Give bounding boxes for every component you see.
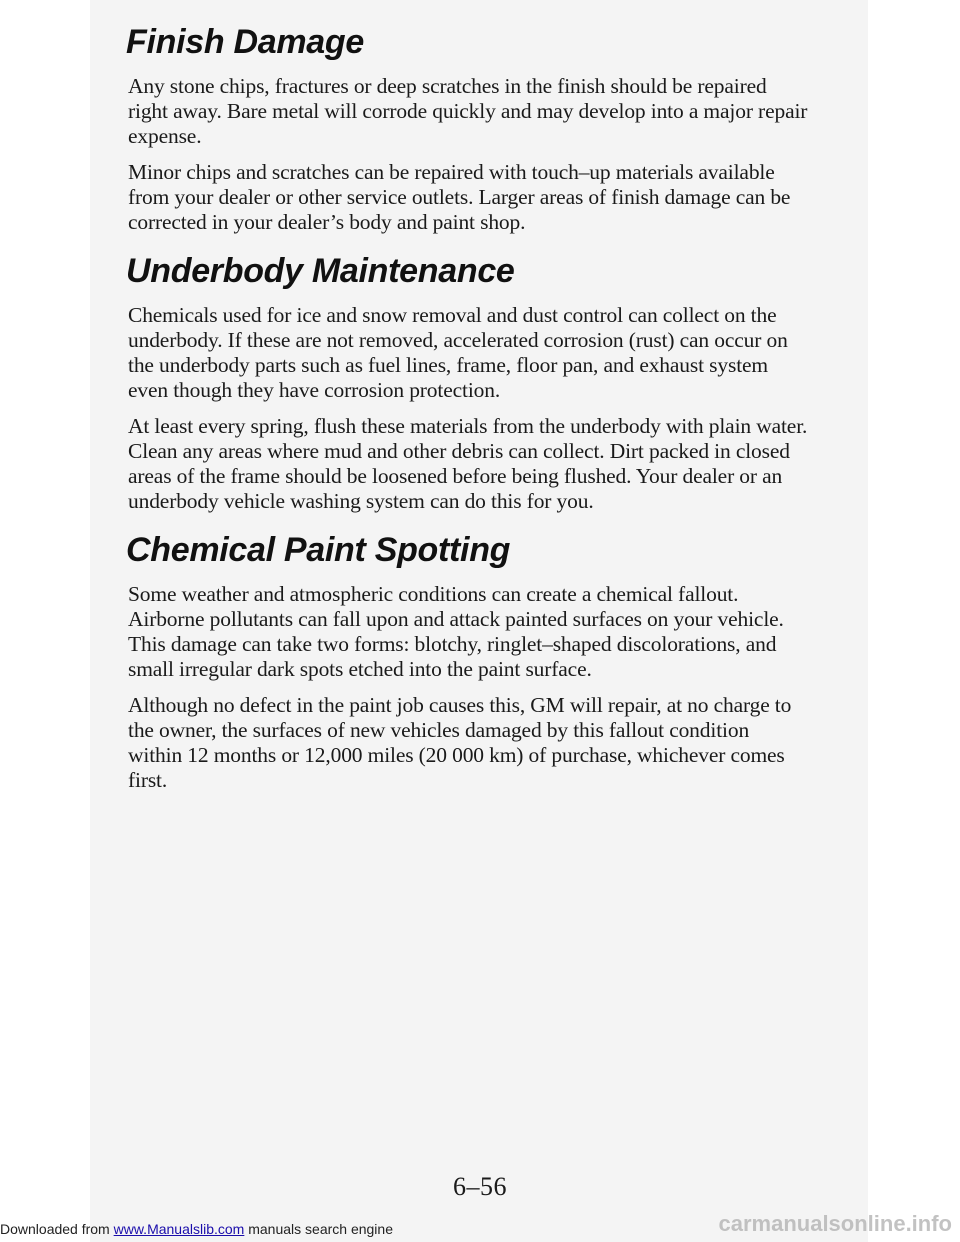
paragraph: Although no defect in the paint job causes this, GM will repair, at no charge to the owner, the surfaces of new vehicles damaged by this fallout condition within 12 months or 12,000 miles (20 000 km) of purchase, whichever comes first. bbox=[128, 693, 792, 792]
footer-prefix: Downloaded from bbox=[0, 1221, 114, 1237]
paragraph: Any stone chips, fractures or deep scratches in the finish should be repaired right away. Bare metal will corrode quickly and may develop into a major repair expense. bbox=[128, 74, 808, 148]
section-heading: Finish Damage bbox=[126, 23, 364, 61]
section-chemical-paint-spotting bbox=[128, 528, 808, 793]
paragraph: Chemicals used for ice and snow removal and dust control can collect on the underbody. If these are not removed, accelerated corrosion (rust) can occur on the underbody parts such as fuel lines, frame, floor pan, and exhaust system even though they have corrosion protection. bbox=[128, 303, 788, 402]
download-footer bbox=[0, 1220, 393, 1238]
page-number: 6–56 bbox=[453, 1172, 507, 1201]
section-heading: Chemical Paint Spotting bbox=[126, 531, 511, 569]
page-content bbox=[128, 20, 808, 807]
section-heading: Underbody Maintenance bbox=[126, 252, 515, 290]
section-finish-damage bbox=[128, 20, 808, 235]
paragraph: Some weather and atmospheric conditions can create a chemical fallout. Airborne pollutants can fall upon and attack painted surfaces on your vehicle. This damage can take two forms: blotchy, ringlet–shaped discolorations, and small irregular dark spots etched into the paint surface. bbox=[128, 582, 784, 681]
paragraph: Minor chips and scratches can be repaired with touch–up materials available from your dealer or other service outlets. Larger areas of finish damage can be corrected in your dealer’s body and paint shop. bbox=[128, 160, 791, 234]
paragraph: At least every spring, flush these materials from the underbody with plain water. Clean any areas where mud and other debris can collect. Dirt packed in closed areas of the frame should be loosened before being flushed. Your dealer or an underbody vehicle washing system can do this for you. bbox=[128, 414, 808, 513]
manualslib-link[interactable]: www.Manualslib.com bbox=[113, 1221, 245, 1237]
watermark: carmanualsonline.info bbox=[718, 1211, 952, 1236]
section-underbody-maintenance bbox=[128, 249, 808, 514]
footer-suffix: manuals search engine bbox=[244, 1221, 393, 1237]
